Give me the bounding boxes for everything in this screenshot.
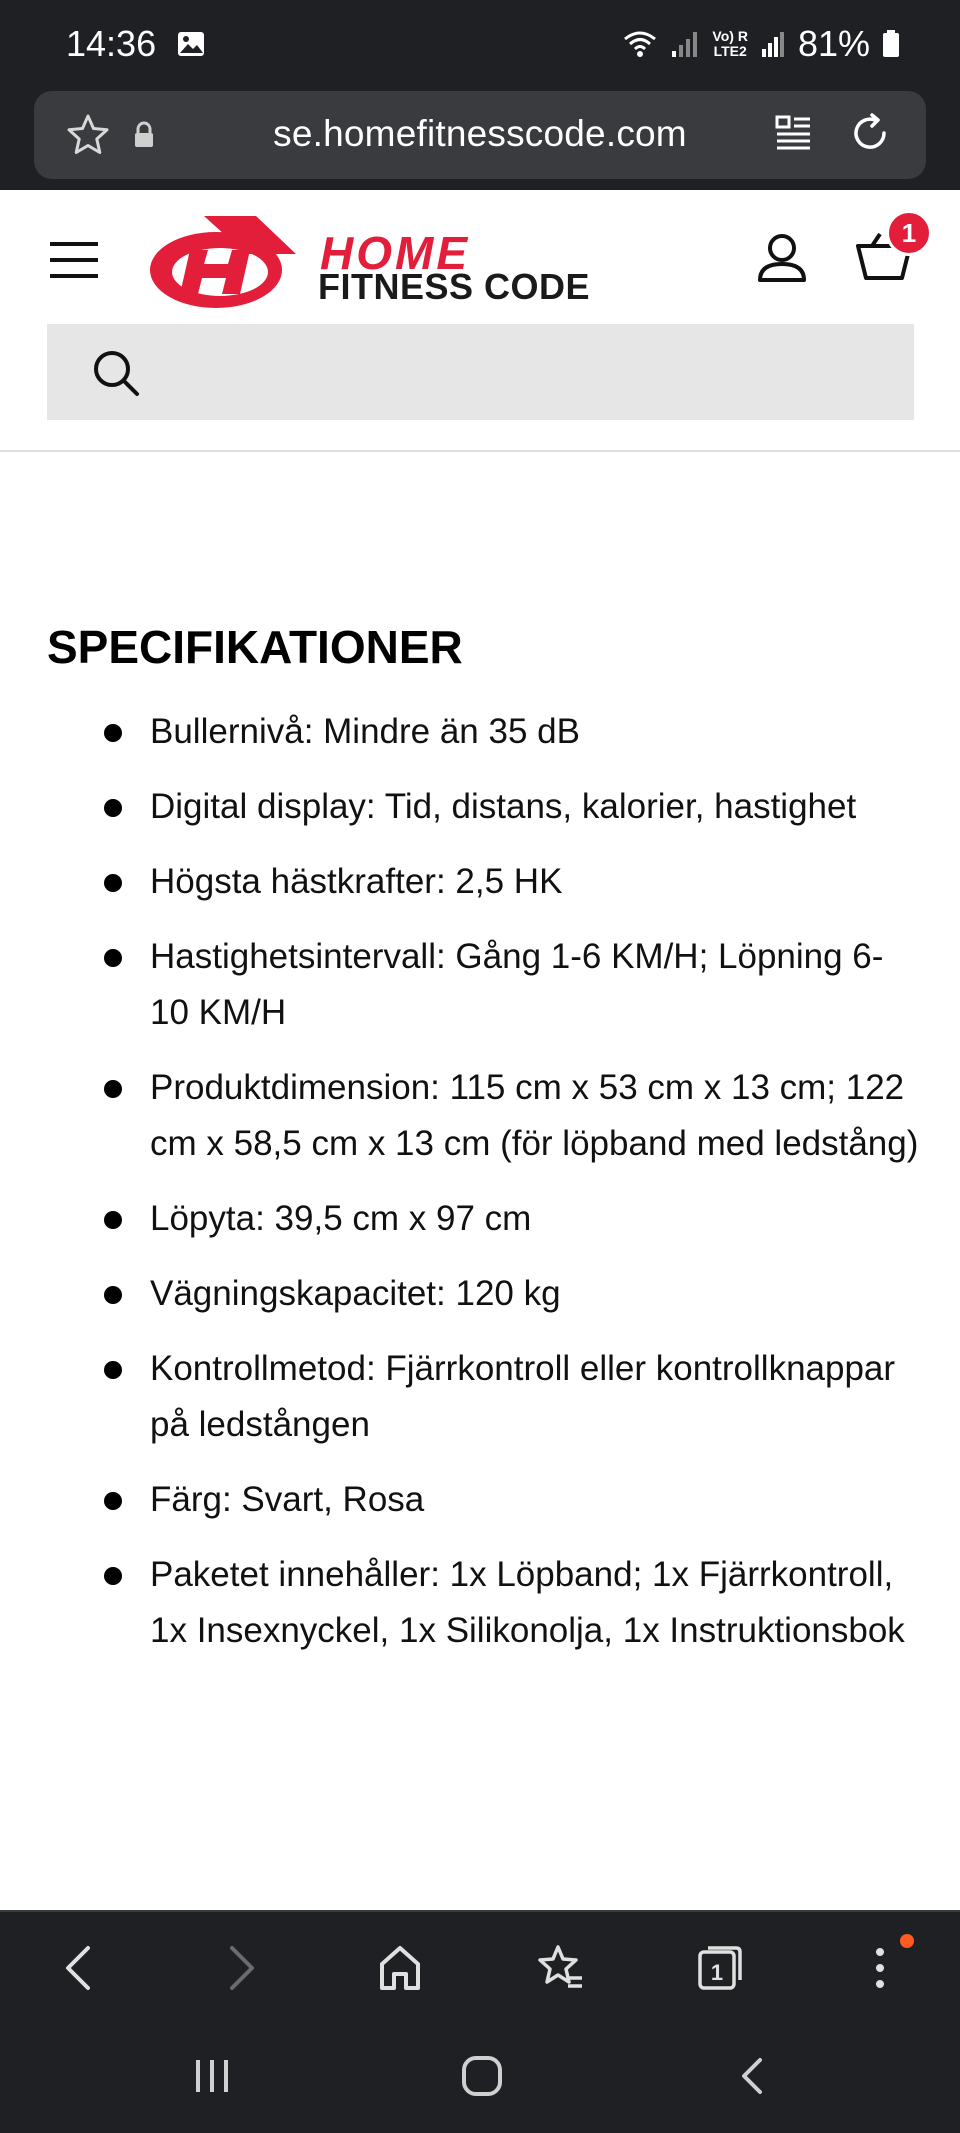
forward-icon[interactable] <box>222 1942 262 1999</box>
more-icon[interactable] <box>862 1942 898 1999</box>
logo-mark-icon <box>146 208 306 318</box>
bullet-icon <box>104 949 122 967</box>
list-item <box>0 704 960 760</box>
home-nav-icon[interactable] <box>460 2054 504 2103</box>
bullet-icon <box>104 724 122 742</box>
list-item <box>0 854 960 910</box>
list-item <box>0 1341 960 1453</box>
logo-text-home: HOME <box>320 227 470 279</box>
bullet-icon <box>104 1567 122 1585</box>
main-content <box>0 452 960 1910</box>
battery-percent: 81% <box>797 23 870 64</box>
signal-icon-2 <box>760 29 786 59</box>
list-item-text: Färg: Svart, Rosa <box>150 1480 425 1519</box>
lte-label: LTE2 <box>713 43 747 59</box>
tabs-count: 1 <box>710 1960 724 1985</box>
site-header <box>0 190 960 452</box>
bullet-icon <box>104 1286 122 1304</box>
url-bar[interactable] <box>34 91 926 179</box>
gallery-icon <box>176 29 206 59</box>
hamburger-menu-icon[interactable] <box>46 236 102 289</box>
status-bar <box>0 0 960 88</box>
bullet-icon <box>104 1492 122 1510</box>
back-icon[interactable] <box>58 1942 98 1999</box>
list-item <box>0 1191 960 1247</box>
site-logo[interactable] <box>146 208 306 323</box>
logo-text-fitness-code: FITNESS CODE <box>318 266 591 307</box>
tabs-icon[interactable] <box>696 1942 744 1999</box>
list-item-text: Högsta hästkrafter: 2,5 HK <box>150 862 563 901</box>
volte-icon <box>712 29 748 59</box>
list-item <box>0 1547 960 1659</box>
list-item-text: Hastighetsintervall: Gång 1-6 KM/H; Löpning 6-10 KM/H <box>150 937 884 1032</box>
specifications-list <box>0 704 960 1678</box>
browser-bottom-toolbar <box>0 1910 960 2022</box>
list-item <box>0 1060 960 1172</box>
list-item <box>0 1472 960 1528</box>
browser-top-bar <box>0 88 960 190</box>
home-icon[interactable] <box>376 1942 424 1999</box>
list-item-text: Löpyta: 39,5 cm x 97 cm <box>150 1199 532 1238</box>
back-nav-icon[interactable] <box>734 2054 770 2103</box>
list-item <box>0 779 960 835</box>
bullet-icon <box>104 1211 122 1229</box>
url-text[interactable]: se.homefitnesscode.com <box>273 113 687 154</box>
wifi-icon <box>622 29 658 59</box>
list-item <box>0 1266 960 1322</box>
list-item-text: Paketet innehåller: 1x Löpband; 1x Fjärrkontroll, 1x Insexnyckel, 1x Silikonolja, 1x Instruktionsbok <box>150 1555 905 1650</box>
notification-dot <box>900 1934 914 1948</box>
recents-icon[interactable] <box>192 2054 232 2103</box>
cart-count-badge[interactable]: 1 <box>886 210 932 256</box>
list-item <box>0 929 960 1041</box>
search-icon[interactable] <box>91 348 141 403</box>
list-item-text: Vägningskapacitet: 120 kg <box>150 1274 561 1313</box>
specifications-heading: SPECIFIKATIONER <box>47 621 463 673</box>
reader-mode-icon[interactable] <box>774 113 812 158</box>
list-item-text: Bullernivå: Mindre än 35 dB <box>150 712 580 751</box>
bullet-icon <box>104 1361 122 1379</box>
list-item-text: Produktdimension: 115 cm x 53 cm x 13 cm; 122 cm x 58,5 cm x 13 cm (för löpband med ledstång) <box>150 1068 919 1163</box>
bookmarks-icon[interactable] <box>536 1942 586 1999</box>
battery-icon <box>882 29 900 59</box>
bullet-icon <box>104 799 122 817</box>
system-nav-bar <box>0 2022 960 2133</box>
list-item-text: Digital display: Tid, distans, kalorier, hastighet <box>150 787 857 826</box>
status-time: 14:36 <box>66 23 157 64</box>
user-account-icon[interactable] <box>754 230 810 291</box>
volte-label: Vo) R <box>712 28 748 44</box>
signal-icon <box>670 29 700 59</box>
list-item-text: Kontrollmetod: Fjärrkontroll eller kontrollknappar på ledstången <box>150 1349 896 1444</box>
bullet-icon <box>104 874 122 892</box>
reload-icon[interactable] <box>846 109 894 162</box>
bullet-icon <box>104 1080 122 1098</box>
search-input[interactable] <box>47 324 914 420</box>
